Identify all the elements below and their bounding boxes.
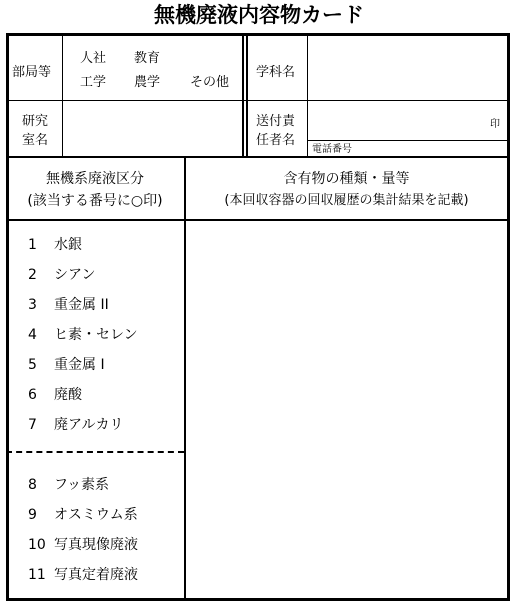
category-number: 7 — [28, 417, 37, 433]
category-label: 重金属 II — [54, 297, 109, 313]
category-item[interactable] — [28, 476, 109, 494]
category-item[interactable] — [28, 536, 138, 554]
border-left — [6, 33, 9, 601]
category-number: 1 — [28, 237, 37, 253]
lab-name-field[interactable] — [64, 101, 242, 156]
category-item[interactable] — [28, 326, 138, 344]
option-nogaku: 農学 — [134, 75, 161, 90]
category-label: フッ素系 — [54, 477, 110, 493]
card-form — [6, 33, 510, 601]
category-label: 重金属 I — [54, 357, 105, 373]
category-header-line2: (該当する番号に○印) — [27, 193, 163, 209]
rule-column-sep — [184, 157, 186, 599]
seal-mark: 印 — [490, 119, 500, 130]
category-header-line1: 無機系廃液区分 — [46, 171, 144, 187]
category-number: 10 — [28, 537, 46, 553]
contents-field[interactable] — [187, 221, 507, 598]
category-number: 2 — [28, 267, 37, 283]
option-kogaku: 工学 — [80, 75, 107, 90]
category-item[interactable] — [28, 506, 138, 524]
category-label: 廃アルカリ — [54, 417, 124, 433]
category-label: 水銀 — [54, 237, 82, 253]
category-number: 9 — [28, 507, 37, 523]
sender-name-field[interactable] — [309, 101, 507, 140]
category-item[interactable] — [28, 566, 138, 584]
sender-label-line2: 任者名 — [256, 133, 296, 148]
category-number: 5 — [28, 357, 37, 373]
rule-dept-sep — [62, 33, 63, 157]
sender-label-line1: 送付責 — [256, 114, 296, 129]
category-number: 6 — [28, 387, 37, 403]
category-label: ヒ素・セレン — [54, 327, 138, 343]
category-number: 8 — [28, 477, 37, 493]
rule-mid-a — [242, 33, 244, 157]
rule-label-sep — [307, 33, 308, 157]
category-label: シアン — [54, 267, 96, 283]
group-divider — [6, 451, 184, 453]
rule-row2 — [6, 156, 510, 158]
option-kyoiku: 教育 — [134, 51, 161, 66]
category-number: 4 — [28, 327, 37, 343]
contents-header-line1: 含有物の種類・量等 — [283, 171, 410, 187]
border-right — [507, 33, 510, 601]
category-label: オスミウム系 — [54, 507, 138, 523]
border-bottom — [6, 598, 510, 601]
category-number: 11 — [28, 567, 46, 583]
category-item[interactable] — [28, 236, 82, 254]
phone-label: 電話番号 — [312, 144, 352, 155]
option-sonota: その他 — [190, 75, 230, 90]
category-item[interactable] — [28, 266, 95, 284]
category-item[interactable] — [28, 416, 123, 434]
lab-label-line2: 室名 — [22, 133, 49, 148]
contents-header-line2: (本回収容器の回収履歴の集計結果を記載) — [224, 193, 469, 208]
category-item[interactable] — [28, 386, 82, 404]
option-jinsha: 人社 — [80, 51, 107, 66]
category-label: 写真現像廃液 — [54, 537, 138, 553]
category-item[interactable] — [28, 356, 105, 374]
dept-label: 部局等 — [12, 65, 52, 80]
category-label: 写真定着廃液 — [54, 567, 138, 583]
subject-label: 学科名 — [256, 65, 296, 80]
subject-field[interactable] — [309, 36, 507, 100]
category-label: 廃酸 — [54, 387, 82, 403]
lab-label-line1: 研究 — [22, 114, 49, 129]
phone-field[interactable] — [366, 141, 507, 156]
card-title: 無機廃液内容物カード — [154, 3, 364, 27]
rule-mid-b — [246, 33, 248, 157]
category-number: 3 — [28, 297, 37, 313]
category-item[interactable] — [28, 296, 109, 314]
